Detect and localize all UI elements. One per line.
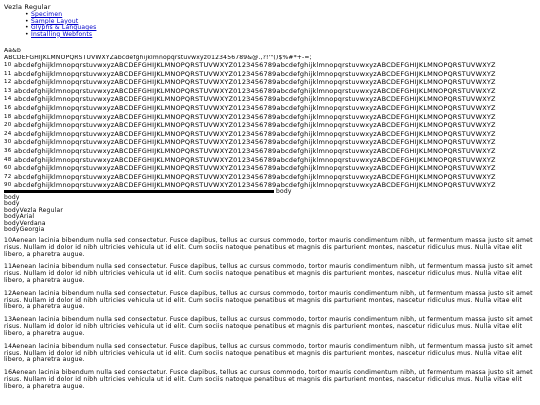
paragraph-samples — [4, 238, 538, 391]
size-label: 16 — [4, 104, 12, 111]
paragraph-size: 14 — [4, 342, 13, 350]
waterfall-text: abcdefghijklmnopqrstuvwxyzABCDEFGHIJKLMNOPQRSTUVWXYZ0123456789abcdefghijklmnopqrstuvwxyzABCDEFGHIJKLMNOPQRSTUVWXYZ — [14, 103, 496, 112]
black-bar — [4, 190, 274, 193]
waterfall-text: abcdefghijklmnopqrstuvwxyzABCDEFGHIJKLMNOPQRSTUVWXYZ0123456789abcdefghijklmnopqrstuvwxyzABCDEFGHIJKLMNOPQRSTUVWXYZ — [14, 138, 496, 147]
waterfall-text: abcdefghijklmnopqrstuvwxyzABCDEFGHIJKLMNOPQRSTUVWXYZ0123456789abcdefghijklmnopqrstuvwxyzABCDEFGHIJKLMNOPQRSTUVWXYZ — [14, 172, 496, 181]
waterfall-row — [4, 181, 538, 190]
paragraph-size: 12 — [4, 289, 13, 297]
paragraph-size: 11 — [4, 263, 13, 271]
specimen-page — [4, 3, 538, 397]
waterfall-row — [4, 130, 538, 139]
paragraph-size: 13 — [4, 316, 13, 324]
waterfall-row — [4, 104, 538, 113]
size-label: 11 — [4, 70, 12, 77]
waterfall — [4, 61, 538, 190]
waterfall-row — [4, 121, 538, 130]
waterfall-row — [4, 113, 538, 122]
alpha-sample: Aa&b — [4, 48, 22, 54]
size-label: 30 — [4, 139, 12, 146]
size-label: 10 — [4, 62, 12, 68]
size-label: 20 — [4, 122, 12, 129]
waterfall-row — [4, 147, 538, 156]
bar-label: body — [276, 187, 292, 195]
size-label: 12 — [4, 79, 12, 86]
waterfall-text: abcdefghijklmnopqrstuvwxyzABCDEFGHIJKLMNOPQRSTUVWXYZ0123456789abcdefghijklmnopqrstuvwxyzABCDEFGHIJKLMNOPQRSTUVWXYZ — [14, 129, 496, 138]
paragraph-sample — [4, 264, 534, 284]
waterfall-text: abcdefghijklmnopqrstuvwxyzABCDEFGHIJKLMNOPQRSTUVWXYZ0123456789abcdefghijklmnopqrstuvwxyzABCDEFGHIJKLMNOPQRSTUVWXYZ — [14, 155, 496, 164]
font-stack-item: bodyVezla Regular — [4, 206, 63, 214]
waterfall-row — [4, 70, 538, 79]
waterfall-text: abcdefghijklmnopqrstuvwxyzABCDEFGHIJKLMNOPQRSTUVWXYZ0123456789abcdefghijklmnopqrstuvwxyzABCDEFGHIJKLMNOPQRSTUVWXYZ — [14, 164, 496, 173]
waterfall-row — [4, 87, 538, 96]
font-stack-item: body — [4, 200, 20, 208]
waterfall-row — [4, 156, 538, 165]
waterfall-text: abcdefghijklmnopqrstuvwxyzABCDEFGHIJKLMNOPQRSTUVWXYZ0123456789abcdefghijklmnopqrstuvwxyzABCDEFGHIJKLMNOPQRSTUVWXYZ — [14, 146, 496, 155]
waterfall-row — [4, 78, 538, 87]
paragraph-text: Aenean lacinia bibendum nulla sed consectetur. Fusce dapibus, tellus ac cursus commodo, tortor mauris condimentum nibh, ut fermentum massa justo sit amet risus. Nullam id dolor id nibh ultricies vehicula ut id elit. Cum sociis natoque penatibus et magnis dis parturient montes, nascetur ridiculus mus. Nulla vitae elit libero, a pharetra augue. — [4, 316, 533, 337]
waterfall-text: abcdefghijklmnopqrstuvwxyzABCDEFGHIJKLMNOPQRSTUVWXYZ0123456789abcdefghijklmnopqrstuvwxyzABCDEFGHIJKLMNOPQRSTUVWXYZ — [14, 61, 496, 69]
size-label: 48 — [4, 156, 12, 163]
waterfall-row — [4, 173, 538, 182]
paragraph-size: 16 — [4, 369, 13, 377]
waterfall-text: abcdefghijklmnopqrstuvwxyzABCDEFGHIJKLMNOPQRSTUVWXYZ0123456789abcdefghijklmnopqrstuvwxyzABCDEFGHIJKLMNOPQRSTUVWXYZ — [14, 69, 496, 78]
paragraph-sample — [4, 370, 534, 390]
nav-link-sample-layout[interactable]: Sample Layout — [31, 17, 79, 25]
size-label: 13 — [4, 87, 12, 94]
nav-link-specimen[interactable]: Specimen — [31, 11, 63, 18]
size-label: 90 — [4, 182, 12, 189]
waterfall-text: abcdefghijklmnopqrstuvwxyzABCDEFGHIJKLMNOPQRSTUVWXYZ0123456789abcdefghijklmnopqrstuvwxyzABCDEFGHIJKLMNOPQRSTUVWXYZ — [14, 181, 496, 190]
waterfall-text: abcdefghijklmnopqrstuvwxyzABCDEFGHIJKLMNOPQRSTUVWXYZ0123456789abcdefghijklmnopqrstuvwxyzABCDEFGHIJKLMNOPQRSTUVWXYZ — [14, 78, 496, 87]
size-label: 60 — [4, 165, 12, 172]
font-stack-item: body — [4, 193, 20, 201]
size-label: 24 — [4, 130, 12, 137]
paragraph-sample — [4, 344, 534, 364]
paragraph-sample — [4, 291, 534, 311]
waterfall-row — [4, 61, 538, 70]
paragraph-text: Aenean lacinia bibendum nulla sed consectetur. Fusce dapibus, tellus ac cursus commodo, tortor mauris condimentum nibh, ut fermentum massa justo sit amet risus. Nullam id dolor id nibh ultricies vehicula ut id elit. Cum sociis natoque penatibus et magnis dis parturient montes, nascetur ridiculus mus. Nulla vitae elit libero, a pharetra augue. — [4, 236, 533, 258]
size-label: 14 — [4, 96, 12, 103]
nav-list — [4, 12, 538, 38]
paragraph-text: Aenean lacinia bibendum nulla sed consectetur. Fusce dapibus, tellus ac cursus commodo, tortor mauris condimentum nibh, ut fermentum massa justo sit amet risus. Nullam id dolor id nibh ultricies vehicula ut id elit. Cum sociis natoque penatibus et magnis dis parturient montes, nascetur ridiculus mus. Nulla vitae elit libero, a pharetra augue. — [4, 369, 533, 390]
font-stack-item: bodyVerdana — [4, 219, 46, 227]
charset-line: ABCDEFGHIJKLMNOPQRSTUVWXYZabcdefghijklmnopqrstuvwxyz0123456789&@.,?!'"()$%#*+-=; — [4, 54, 312, 61]
nav-item-installing — [31, 32, 538, 39]
size-label: 72 — [4, 173, 12, 180]
waterfall-row — [4, 138, 538, 147]
waterfall-text: abcdefghijklmnopqrstuvwxyzABCDEFGHIJKLMNOPQRSTUVWXYZ0123456789abcdefghijklmnopqrstuvwxyzABCDEFGHIJKLMNOPQRSTUVWXYZ — [14, 121, 496, 130]
size-label: 18 — [4, 113, 12, 120]
waterfall-row — [4, 164, 538, 173]
paragraph-text: Aenean lacinia bibendum nulla sed consectetur. Fusce dapibus, tellus ac cursus commodo, tortor mauris condimentum nibh, ut fermentum massa justo sit amet risus. Nullam id dolor id nibh ultricies vehicula ut id elit. Cum sociis natoque penatibus et magnis dis parturient montes, nascetur ridiculus mus. Nulla vitae elit libero, a pharetra augue. — [4, 342, 533, 364]
nav-link-installing[interactable]: Installing Webfonts — [31, 30, 93, 38]
font-stack-list — [4, 195, 538, 234]
font-stack-item: bodyArial — [4, 213, 35, 221]
paragraph-text: Aenean lacinia bibendum nulla sed consectetur. Fusce dapibus, tellus ac cursus commodo, tortor mauris condimentum nibh, ut fermentum massa justo sit amet risus. Nullam id dolor id nibh ultricies vehicula ut id elit. Cum sociis natoque penatibus et magnis dis parturient montes, nascetur ridiculus mus. Nulla vitae elit libero, a pharetra augue. — [4, 289, 533, 311]
waterfall-text: abcdefghijklmnopqrstuvwxyzABCDEFGHIJKLMNOPQRSTUVWXYZ0123456789abcdefghijklmnopqrstuvwxyzABCDEFGHIJKLMNOPQRSTUVWXYZ — [14, 112, 496, 121]
size-label: 36 — [4, 147, 12, 154]
nav-link-glyphs[interactable]: Glyphs & Languages — [31, 24, 97, 31]
waterfall-row — [4, 95, 538, 104]
page-title: Vezla Regular — [4, 3, 51, 11]
waterfall-text: abcdefghijklmnopqrstuvwxyzABCDEFGHIJKLMNOPQRSTUVWXYZ0123456789abcdefghijklmnopqrstuvwxyzABCDEFGHIJKLMNOPQRSTUVWXYZ — [14, 86, 496, 95]
paragraph-text: Aenean lacinia bibendum nulla sed consectetur. Fusce dapibus, tellus ac cursus commodo, tortor mauris condimentum nibh, ut fermentum massa justo sit amet risus. Nullam id dolor id nibh ultricies vehicula ut id elit. Cum sociis natoque penatibus et magnis dis parturient montes, nascetur ridiculus mus. Nulla vitae elit libero, a pharetra augue. — [4, 263, 533, 284]
waterfall-text: abcdefghijklmnopqrstuvwxyzABCDEFGHIJKLMNOPQRSTUVWXYZ0123456789abcdefghijklmnopqrstuvwxyzABCDEFGHIJKLMNOPQRSTUVWXYZ — [14, 95, 496, 104]
paragraph-sample — [4, 238, 534, 258]
paragraph-size: 10 — [4, 236, 13, 244]
paragraph-sample — [4, 317, 534, 337]
font-stack-item: bodyGeorgia — [4, 226, 45, 234]
